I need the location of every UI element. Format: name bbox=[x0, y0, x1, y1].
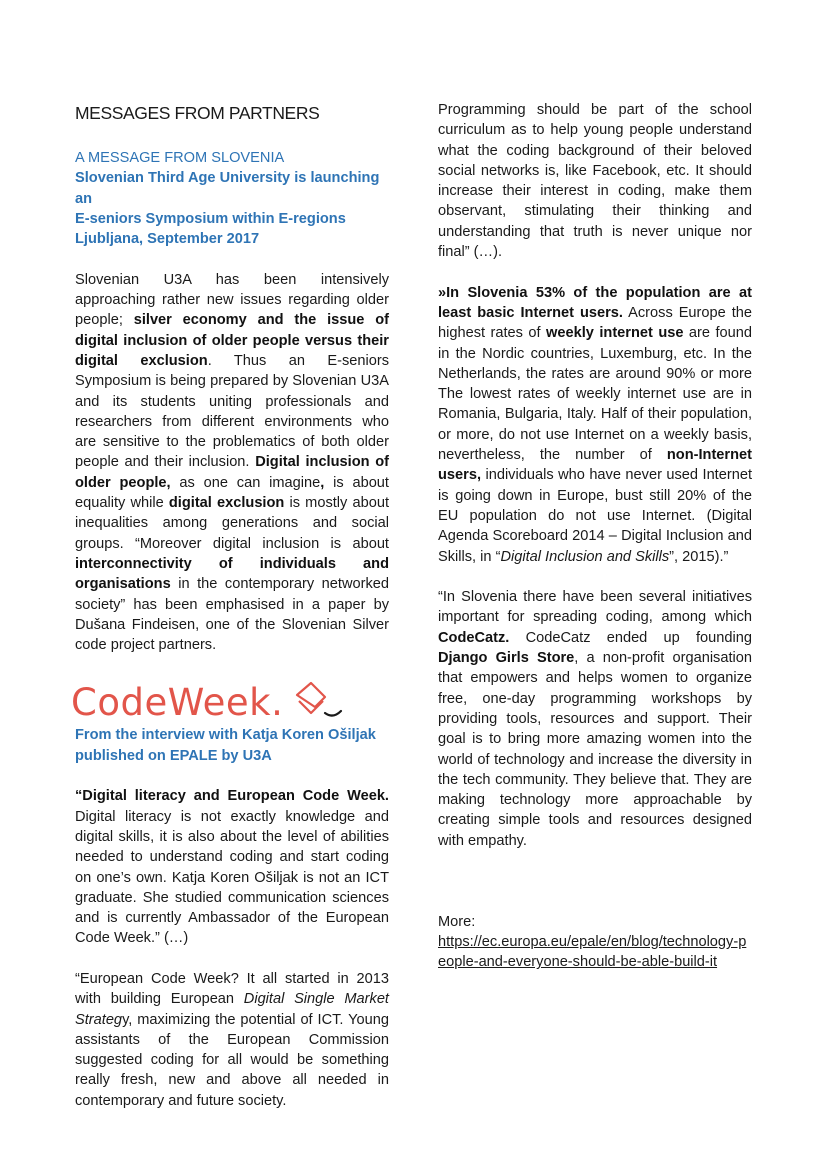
text-run: . Thus an E-seniors Symposium is being prepared by Slovenian U3A and its students uniting professionals and researchers from different environments who are sensitive to the problematics of both older people and their inclusion. bbox=[75, 352, 389, 471]
interview-title-line-1: From the interview with Katja Koren Ošiljak bbox=[75, 727, 376, 744]
source-link[interactable]: https://ec.europa.eu/epale/en/blog/technology-people-and-everyone-should-be-able-build-it bbox=[438, 934, 747, 971]
bold-text: CodeCatz. bbox=[438, 629, 510, 646]
interview-title bbox=[75, 725, 389, 766]
text-run: is about equality while bbox=[75, 474, 389, 512]
text-run: Slovenian U3A has been intensively approaching rather new issues regarding older people; bbox=[75, 271, 389, 329]
text-run: , a non-profit organisation that empowers and helps women to organize free, one-day programming workshops by providing tools, resources and support. Their goal is to bring more amazing women into the world of technology and increase the diversity in the tech community. They believe that. They are making technology more approachable by creating simple tools and resources designed with empathy. bbox=[438, 650, 753, 849]
text-run: “European Code Week? It all started in 2013 with building European bbox=[75, 970, 389, 1008]
right-column bbox=[438, 100, 752, 973]
italic-text: Digital Single Market Strateg bbox=[75, 991, 389, 1028]
article-title bbox=[75, 168, 389, 249]
text-run: are found in the Nordic countries, Luxemburg, etc. In the Netherlands, the rates are around 90% or more The lowest rates of weekly internet use are in Romania, Bulgaria, Italy. Half of their population, or more, do not use Internet on a weekly basis, nevertheless, the number of bbox=[438, 325, 752, 464]
text-run: is mostly about inequalities among generations and social groups. “Moreover digital inclusion is about bbox=[75, 495, 390, 552]
text-run: individuals who have never used Internet is going down in Europe, bust still 20% of the EU population do not use Internet. (Digital Agenda Scoreboard 2014 – Digital Inclusion and Skills, in “ bbox=[438, 467, 752, 565]
bold-text: , bbox=[320, 474, 325, 491]
codeweek-bracket-icon bbox=[285, 679, 345, 723]
paragraph-codecatz bbox=[438, 587, 752, 851]
text-run: “In Slovenia there have been several initiatives important for spreading coding, among which bbox=[438, 589, 752, 626]
bold-text: Digital inclusion of older people, bbox=[75, 454, 389, 491]
interview-title-line-2: published on EPALE by U3A bbox=[75, 747, 272, 764]
section-kicker: A MESSAGE FROM SLOVENIA bbox=[75, 150, 285, 166]
bold-text: non-Internet users, bbox=[438, 447, 752, 484]
paragraph-digital-literacy bbox=[75, 786, 389, 948]
page-title: MESSAGES FROM PARTNERS bbox=[75, 103, 320, 123]
left-column bbox=[71, 98, 390, 1111]
text-run: y, maximizing the potential of ICT. Young assistants of the European Commission suggested coding for all would be something really fresh, new and above all needed in contemporary and future society. bbox=[75, 1011, 389, 1109]
italic-text: Digital Inclusion and Skills bbox=[500, 548, 670, 565]
bold-text: digital exclusion bbox=[168, 495, 285, 512]
paragraph-code-week-origin bbox=[75, 969, 389, 1111]
article-title-line-1: Slovenian Third Age University is launching an bbox=[75, 170, 380, 207]
bold-text: weekly internet use bbox=[546, 325, 684, 342]
bold-text: »In Slovenia 53% of the population are at least basic Internet users. bbox=[438, 284, 752, 321]
more-label: More: bbox=[438, 913, 476, 930]
paragraph-slovenian-u3a bbox=[75, 270, 389, 656]
article-title-line-2: E-seniors Symposium within E-regions bbox=[75, 210, 346, 227]
bold-text: interconnectivity of individuals and organisations bbox=[75, 555, 389, 593]
codeweek-logo-text: CodeWeek. bbox=[71, 681, 284, 725]
paragraph-internet-users bbox=[438, 283, 752, 567]
bold-text: Django Girls Store bbox=[438, 650, 575, 667]
text-run: Across Europe the highest rates of bbox=[438, 304, 753, 342]
text-run: Digital literacy is not exactly knowledge and digital skills, it is also about the level of abilities needed to understand coding and start coding on one’s own. Katja Koren Ošiljak is not an ICT graduate. She studied communication sciences and is currently Ambassador of the European Code Week.” (…) bbox=[75, 808, 389, 947]
text-run: in the contemporary networked society” has been emphasised in a paper by Dušana Findeisen, one of the Slovenian Silver code project partners. bbox=[75, 576, 389, 654]
text-run: ”, 2015).” bbox=[669, 548, 729, 565]
codeweek-logo bbox=[71, 675, 389, 723]
bold-text: “Digital literacy and European Code Week. bbox=[75, 788, 389, 805]
article-title-line-3: Ljubljana, September 2017 bbox=[75, 231, 260, 248]
text-run: as one can imagine bbox=[170, 474, 321, 491]
bold-text: silver economy and the issue of digital inclusion of older people versus their digital exclusion bbox=[75, 312, 389, 369]
text-run: CodeCatz ended up founding bbox=[509, 629, 752, 646]
paragraph-programming: Programming should be part of the school curriculum as to help young people understand what the coding background of their beloved social networks is, like Facebook, etc. It should increase their interest in coding, make them observant, stimulating their thinking and understanding that truth is never unique nor final” (…). bbox=[438, 102, 752, 261]
